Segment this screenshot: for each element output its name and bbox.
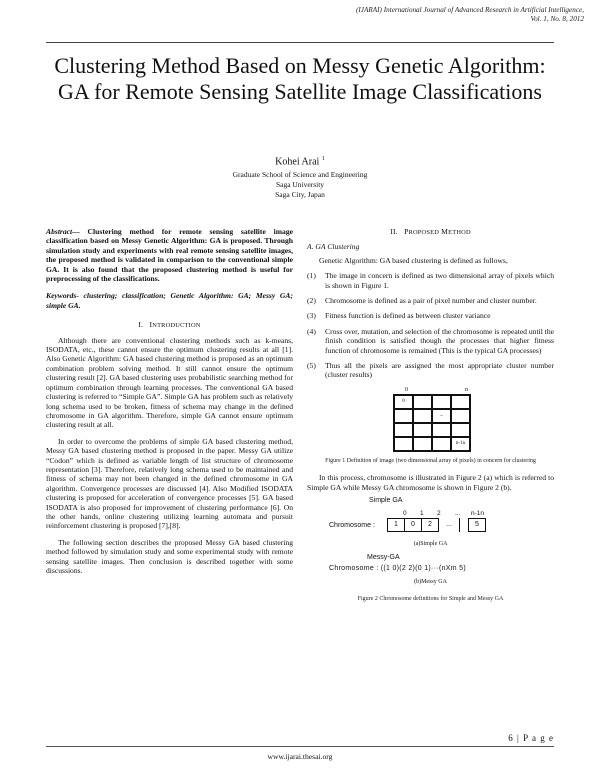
list-number: (2) — [307, 296, 316, 306]
gene-cell: ... — [438, 518, 460, 532]
figure-2-caption: Figure 2 Chromosome definitions for Simple and Messy GA — [357, 596, 504, 603]
list-number: (5) — [307, 361, 316, 371]
list-text: Fitness function is defined as between cluster variance — [325, 311, 491, 321]
footer-divider — [46, 746, 554, 747]
author-block — [150, 153, 450, 200]
chromosome-label: Chromosome : — [329, 522, 375, 530]
list-text: The image in concern is defined as two dimensional array of pixels which is shown in Figure 1. — [325, 271, 554, 290]
section-rest: NTRODUCTION — [152, 322, 201, 330]
paper-title: Clustering Method Based on Messy Genetic Algorithm: GA for Remote Sensing Satellite Image Classifications — [54, 53, 546, 104]
author-superscript: 1 — [321, 156, 325, 162]
page-number-value: 6 — [508, 733, 514, 743]
section-rest: ETHOD — [448, 229, 471, 236]
grid-cell — [451, 423, 470, 437]
grid-cell — [432, 423, 451, 437]
list-item — [307, 311, 554, 320]
affiliation-line: Saga City, Japan — [275, 190, 325, 200]
gene-index: ... — [455, 510, 461, 518]
grid-cell: ... — [432, 409, 451, 423]
figure-1 — [307, 386, 554, 454]
intro-paragraph: The following section describes the proposed Messy GA based clustering method followed by simulation study and some experimental study with remote sensing satellite images. Then conclusion is described together with some discussions. — [46, 537, 293, 575]
grid-cell — [432, 395, 451, 409]
header-divider — [46, 42, 554, 43]
method-steps-list — [307, 271, 554, 380]
figure-2b-label: (b)Messy GA — [414, 579, 447, 586]
grid-cell — [394, 423, 413, 437]
list-item — [307, 327, 554, 355]
list-number: (3) — [307, 311, 316, 321]
grid-cell — [413, 409, 432, 423]
list-number: (1) — [307, 271, 316, 281]
grid-cell — [394, 409, 413, 423]
gene-index: 1 — [420, 510, 424, 518]
grid-cell — [394, 437, 413, 451]
affiliation-line: Saga University — [275, 180, 325, 190]
abstract-label: Abstract — [46, 227, 73, 236]
messy-ga-label: Messy-GA — [367, 554, 400, 562]
pixel-grid — [393, 394, 471, 452]
grid-cell — [451, 395, 470, 409]
grid-axis-label: 0 — [405, 386, 408, 393]
section-initial: I — [149, 320, 153, 330]
author-name — [150, 153, 450, 168]
section-heading-introduction — [46, 320, 293, 330]
grid-cell — [413, 395, 432, 409]
grid-cell — [432, 437, 451, 451]
figure-2 — [307, 496, 554, 594]
right-column — [307, 227, 554, 612]
affiliation-line: Graduate School of Science and Engineering — [232, 170, 368, 180]
intro-paragraph: In order to overcome the problems of simple GA based clustering method, Messy GA based clustering method is proposed in the paper. Messy GA utilize “Codon” which is defined as variable length of list structure of chromosome representation [3]. Therefore, relatively long schema used to be maintained and fitness of schema may not been changed in the defined chromosome in GA algorithm. Convergence processes are discussed [4]. Also Modified ISODATA clustering is proposed for acceleration of convergence processes [5]. GA based ISODATA is also proposed for improvement of clustering performance [6]. On the other hands, online clustering utilizing learning automata and pursuit reinforcement clustering is proposed [7],[8]. — [46, 436, 293, 531]
page-number — [508, 733, 554, 743]
fig2-intro-paragraph: In this process, chromosome is illustrated in Figure 2 (a) which is referred to Simple GA while Messy GA chromosome is shown in Figure 2 (b). — [307, 473, 554, 492]
method-intro: Genetic Algorithm: GA based clustering is defined as follows, — [319, 255, 508, 265]
section-initial: M — [441, 227, 449, 236]
section-number: I. — [138, 320, 144, 330]
figure-1-caption: Figure 1 Definition of image (two dimensional array of pixels) in concern for clustering — [325, 457, 536, 464]
footer-url: www.ijarai.thesai.org — [267, 752, 333, 761]
subsection-heading: A. GA Clustering — [307, 242, 360, 252]
keywords: Keywords- clustering; classification; Genetic Algorithm: GA; Messy GA; simple GA. — [46, 291, 293, 310]
list-item — [307, 361, 554, 380]
list-text: Thus all the pixels are assigned the most appropriate cluster number (cluster results) — [325, 361, 554, 380]
left-column — [46, 227, 293, 582]
gene-index: n-1n — [471, 510, 485, 518]
gene-cell: 0 — [404, 518, 422, 532]
page-number-suffix: | P a g e — [513, 733, 554, 743]
section-initial: P — [404, 227, 409, 236]
abstract-text: — Clustering method for remote sensing satellite image classification based on Messy Genetic Algorithm: GA is proposed. Through simulation study and experiments with real remote sensing satellite images, the proposed method is validated in comparison to the conventional simple GA. It is also found that the proposed clustering method is useful for preprocessing of the classifications. — [46, 227, 293, 284]
grid-cell: n-1n — [451, 437, 470, 451]
running-header — [184, 6, 584, 24]
intro-paragraph: Although there are conventional clustering methods such as k-means, ISODATA, etc., these cannot ensure the optimum clustering results at all [1]. Also Genetic Algorithm: GA based clustering method is proposed as an optimum combination problem solving method. It still cannot ensure the optimum clustering result [2]. GA based clustering uses probabilistic searching method for optimum combination through learning processes. The conventional GA based clustering is referred to “Simple GA”. Simple GA has problem such as relatively long schema used to be broken, fitness of schema may change in the defined chromosome in GA algorithm. Therefore, simple GA cannot ensure optimum clustering result at all. — [46, 335, 293, 430]
gene-index: 0 — [403, 510, 407, 518]
figure-2a-label: (a)Simple GA — [413, 541, 448, 548]
abstract — [46, 227, 293, 283]
section-number: II. — [390, 227, 398, 236]
section-heading-proposed-method — [307, 227, 554, 237]
grid-cell — [413, 423, 432, 437]
grid-cell — [451, 409, 470, 423]
list-item — [307, 271, 554, 290]
simple-ga-label: Simple GA — [369, 497, 403, 505]
grid-axis-label: n — [465, 386, 468, 393]
gene-cell: 2 — [421, 518, 439, 532]
list-text: Cross over, mutation, and selection of the chromosome is repeated until the finish condition is satisfied though the processes that higher fitness function of chromosome is remained (This is the typical GA processes) — [325, 326, 554, 355]
gene-index: 2 — [437, 510, 441, 518]
author-name-text: Kohei Arai — [275, 156, 320, 168]
simple-ga-chromosome — [387, 518, 485, 532]
journal-name: (IJARAI) International Journal of Advanced Research in Artificial Intelligence, — [355, 6, 584, 14]
grid-cell: 0 — [394, 395, 413, 409]
list-number: (4) — [307, 326, 316, 336]
list-item — [307, 296, 554, 305]
journal-volume: Vol. 1, No. 8, 2012 — [530, 15, 584, 23]
messy-ga-chromosome: Chromosome : ((1 0)(2 2)(0 1)···(nXm 5) — [329, 565, 466, 573]
section-rest: ROPOSED — [408, 229, 440, 236]
grid-cell — [413, 437, 432, 451]
gene-cell: 1 — [387, 518, 405, 532]
list-text: Chromosome is defined as a pair of pixel number and cluster number. — [325, 296, 537, 306]
gene-cell: 5 — [468, 518, 486, 532]
